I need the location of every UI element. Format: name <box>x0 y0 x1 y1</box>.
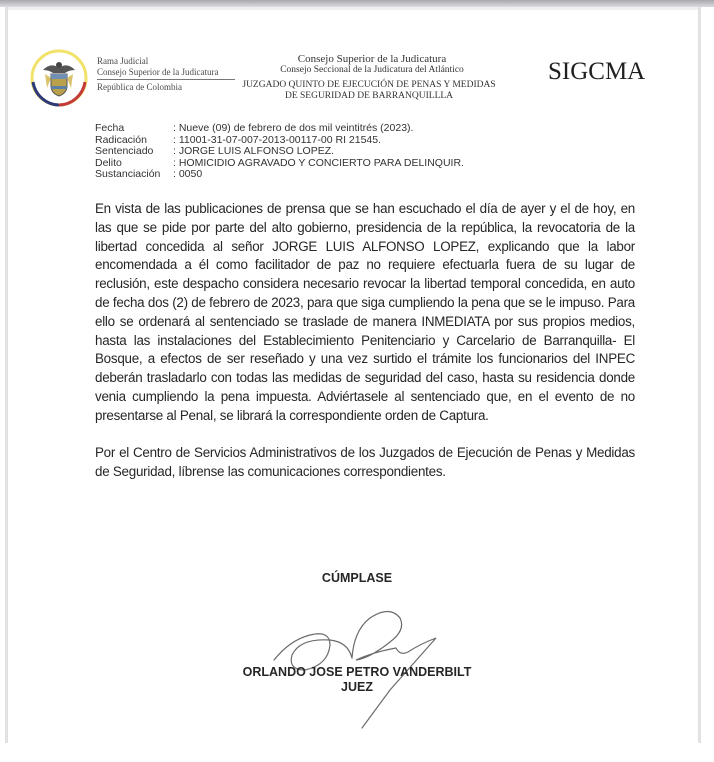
header-juzgado-block <box>209 80 529 102</box>
body-paragraph-1: En vista de las publicaciones de prensa que se han escuchado el día de ayer y el de hoy, en las que se pide por parte del alto gobierno, presidencia de la república, la revocatoria de la libertad concedida al señor JORGE LUIS ALFONSO LOPEZ, explicando que la labor encomendada a él como facilitador de paz no requiere efectuarla fuera de su lugar de reclusión, este despacho considera necesario revocar la libertad temporal concedida, en auto de fecha dos (2) de febrero de 2023, para que siga cumpliendo la pena que se le impuso. Para ello se ordenará al sentenciado se traslade de manera INMEDIATA por sus propios medios, hasta las instalaciones del Establecimiento Penitenciario y Carcelario de Barranquilla- El Bosque, a efectos de ser reseñado y una vez surtido el trámite los funcionarios del INPEC deberán trasladarlo con todas las medidas de seguridad del caso, hasta su residencia donde venia cumpliendo la pena impuesta. Adviértasele al sentenciado que, en el evento de no presentarse al Penal, se librará la correspondiente orden de Captura. <box>95 201 635 423</box>
entity-consejo-superior: Consejo Superior de la Judicatura <box>97 67 235 80</box>
signer-role: JUEZ <box>341 680 373 694</box>
meta-label: Delito <box>95 156 122 169</box>
case-metadata <box>95 123 464 181</box>
header-juzgado-line1: JUZGADO QUINTO DE EJECUCIÓN DE PENAS Y MEDIDAS <box>242 80 496 90</box>
meta-row-fecha <box>95 123 464 135</box>
meta-label: Radicación <box>95 133 147 146</box>
entity-republica: República de Colombia <box>97 82 182 92</box>
header-juzgado-line2: DE SEGURIDAD DE BARRANQUILLLA <box>284 91 454 101</box>
header-center-block <box>226 53 518 76</box>
entity-rama-judicial: Rama Judicial <box>97 56 149 66</box>
signer-block <box>0 665 714 695</box>
colombia-coat-of-arms-icon <box>29 48 89 108</box>
meta-value: : 11001-31-07-007-2013-00117-00 RI 21545. <box>173 133 382 146</box>
system-code: SIGCMA <box>548 58 646 85</box>
meta-value: : HOMICIDIO AGRAVADO Y CONCIERTO PARA DELINQUIR. <box>173 156 464 169</box>
meta-value: : JORGE LUIS ALFONSO LOPEZ. <box>173 145 335 157</box>
meta-row-sustanciacion <box>95 169 464 181</box>
document-body <box>95 200 635 482</box>
meta-row-sentenciado <box>95 146 464 158</box>
cumplase-heading: CÚMPLASE <box>321 571 393 585</box>
body-paragraph-2: Por el Centro de Servicios Administrativos de los Juzgados de Ejecución de Penas y Medidas de Seguridad, líbrense las comunicaciones correspondientes. <box>95 445 635 480</box>
meta-value: : 0050 <box>173 168 203 180</box>
meta-value: : Nueve (09) de febrero de dos mil veintitrés (2023). <box>173 122 414 134</box>
meta-label: Sustanciación <box>95 168 161 180</box>
header-consejo-seccional: Consejo Seccional de la Judicatura del Atlántico <box>280 65 464 75</box>
signer-name: ORLANDO JOSE PETRO VANDERBILT <box>242 665 472 679</box>
meta-label: Fecha <box>95 122 125 134</box>
header-consejo-superior: Consejo Superior de la Judicatura <box>297 53 447 65</box>
window-top-bar <box>0 0 714 7</box>
meta-label: Sentenciado <box>95 145 154 157</box>
